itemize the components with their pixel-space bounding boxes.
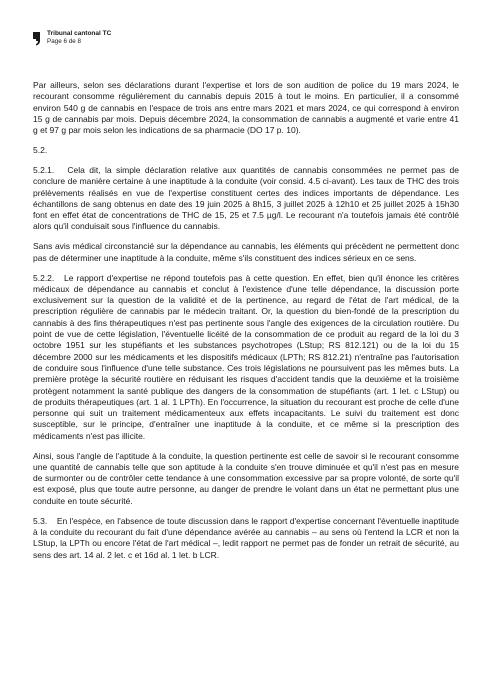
paragraph-5-2-2: 5.2.2. Le rapport d'expertise ne répond toutefois pas à cette question. En effet, bien qu'il énonce les critères médicaux de dépendance au cannabis et conclut à l'existence d'une telle dépendance, la discussion porte exclusivement sur la question de la validité et de la pertinence, au regard de l'état de l'art médical, de la prescription régulière de cannabis par le médecin traitant. Or, la question du bien-fondé de la prescription du cannabis à des fins thérapeutiques n'est pas pertinente sous l'angle des exigences de la circulation routière. Du point de vue de cette législation, l'éventuelle licéité de la consommation de ce produit au regard de la loi du 3 octobre 1951 sur les stupéfiants et les substances psychotropes (LStup; RS 812.121) ou de la loi du 15 décembre 2000 sur les médicaments et les dispositifs médicaux (LPTh; RS 812.21) n'entraîne pas l'autorisation de conduire sous l'influence d'une telle substance. Ces trois législations ne poursuivent pas les mêmes buts. La première protège la sécurité routière en réduisant les risques d'accident tandis que la deuxième et la troisième protègent notamment la santé publique des dangers de la consommation de stupéfiants (art. 1 let. c LStup) ou de produits thérapeutiques (art. 1 al. 1 LPTh). En l'occurrence, la situation du recourant est proche de celle d'une personne qui suit un traitement médicamenteux aux effets incapacitants. Le suivi du traitement est donc susceptible, sur le principe, d'entraîner une inaptitude à la conduite, et ce même si la prescription des médicaments n'est pas illicite. [33,272,459,441]
page-number: Page 6 de 8 [47,38,81,45]
paragraph-consumption: Par ailleurs, selon ses déclarations durant l'expertise et lors de son audition de police du 19 mars 2024, le recourant consomme régulièrement du cannabis depuis 2015 à tout le moins. En particulier, il a consommé environ 540 g de cannabis en l'espace de trois ans entre mars 2021 et mars 2024, ce qui correspond à environ 15 g de cannabis par mois. Depuis décembre 2024, la consommation de cannabis a augmenté et varie entre 41 g et 97 g par mois selon les indications de sa pharmacie (DO 17 p. 10). [33,80,459,136]
paragraph-5-2-1: 5.2.1. Cela dit, la simple déclaration relative aux quantités de cannabis consommées ne permet pas de conclure de manière certaine à une inaptitude à la conduite (voir consid. 4.5 ci-avant). Les taux de THC des trois prélèvements réalisés en vue de l'expertise constituent certes des indices importants de dépendance. Les échantillons de sang obtenus en date des 19 juin 2025 à 8h15, 3 juillet 2025 à 12h10 et 25 juillet 2025 à 15h30 font en effet état de concentrations de THC de 15, 25 et 7.5 µg/l. Le recourant n'a toutefois jamais été contrôlé alors qu'il conduisait sous l'influence du cannabis. [33,164,459,232]
paragraph-driving-aptitude: Ainsi, sous l'angle de l'aptitude à la conduite, la question pertinente est celle de savoir si le recourant consomme une quantité de cannabis telle que son aptitude à la conduite s'en trouve diminuée et qu'il n'est pas en mesure de surmonter ou de contrôler cette tendance à une consommation excessive par sa propre volonté, de sorte qu'il est exposé, plus que toute autre personne, au danger de prendre le volant dans un état ne permettant plus une conduite en toute sécurité. [33,450,459,506]
section-heading-5-2: 5.2. [33,145,48,156]
paragraph-medical-opinion: Sans avis médical circonstancié sur la dépendance au cannabis, les éléments qui précèdent ne permettent donc pas de déterminer une inaptitude à la conduite, même s'ils constituent des indices sérieux en ce sens. [33,241,459,263]
paragraph-5-3: 5.3. En l'espèce, en l'absence de toute discussion dans le rapport d'expertise concernant l'éventuelle inaptitude à la conduite du recourant du fait d'une dépendance avérée au cannabis – au sens où l'entend la LCR et non la LStup, la LPTh ou encore l'état de l'art médical –, ledit rapport ne permet pas de fonder un retrait de sécurité, au sens des art. 14 al. 2 let. c et 16d al. 1 let. b LCR. [33,515,459,560]
court-logo-icon [33,32,43,46]
document-body [33,80,459,569]
court-name: Tribunal cantonal TC [47,30,112,37]
